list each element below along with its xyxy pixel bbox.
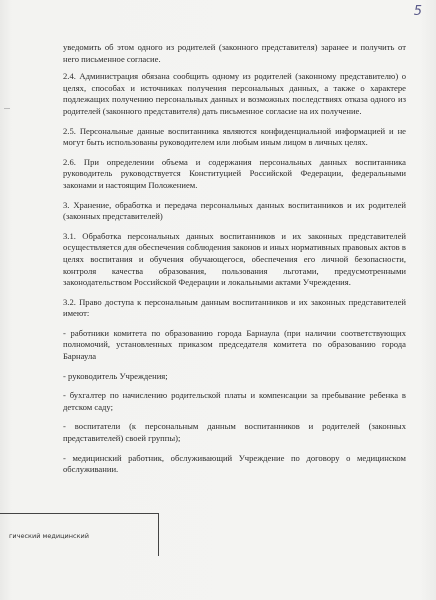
paragraph-2-5: 2.5. Персональные данные воспитанника являются конфиденциальной информацией и не могут быть использованы руководителем или любым иным лицом в личных целях.	[63, 125, 406, 148]
access-item-medical: - медицинский работник, обслуживающий Учреждение по договору о медицинском обслуживании.	[63, 452, 406, 475]
paragraph-2-6: 2.6. При определении объема и содержания персональных данных воспитанника руководитель руководствуется Конституцией Российской Федерации, федеральными законами и настоящим Положением.	[63, 156, 406, 190]
access-item-accountant: - бухгалтер по начислению родительской платы и компенсации за пребывание ребенка в детском саду;	[63, 390, 406, 412]
paragraph-continuation: уведомить об этом одного из родителей (законного представителя) заранее и получить от него письменное согласие.	[63, 42, 406, 64]
paragraph-3-1: 3.1. Обработка персональных данных воспитанников и их законных представителей осуществляется для обеспечения соблюдения законов и иных нормативных правовых актов в целях воспитания и обучения обучающегося, обеспечения его личной безопасности, контроля качества образования, пользования льготами, предусмотренными законодательством Российской Федерации и локальными актами Учреждения.	[63, 230, 406, 288]
paragraph-3-2: 3.2. Право доступа к персональным данным воспитанников и их законных представителей имеют:	[63, 296, 406, 319]
document-body	[63, 42, 406, 484]
page-number: 5	[413, 4, 422, 19]
scan-mark	[4, 108, 10, 109]
side-note: гический медицинский	[9, 532, 89, 540]
access-item-committee: - работники комитета по образованию города Барнаула (при наличии соответствующих полномочий, установленных приказом председателя комитета по образованию города Барнаула	[63, 327, 406, 362]
access-item-teachers: - воспитатели (к персональным данным воспитанников и родителей (законных представителей) своей группы);	[63, 421, 406, 444]
access-item-director: - руководитель Учреждения;	[63, 370, 168, 381]
paragraph-2-4: 2.4. Администрация обязана сообщить одному из родителей (законному представителю) о целях, способах и источниках получения персональных данных, а также о характере подлежащих получению персональных данных и возможных последствиях отказа одного из родителей (законного представителя) дать письменное согласие на их получение.	[63, 71, 406, 116]
section-3-heading: 3. Хранение, обработка и передача персональных данных воспитанников и их родителей (законных представителей)	[63, 199, 406, 222]
